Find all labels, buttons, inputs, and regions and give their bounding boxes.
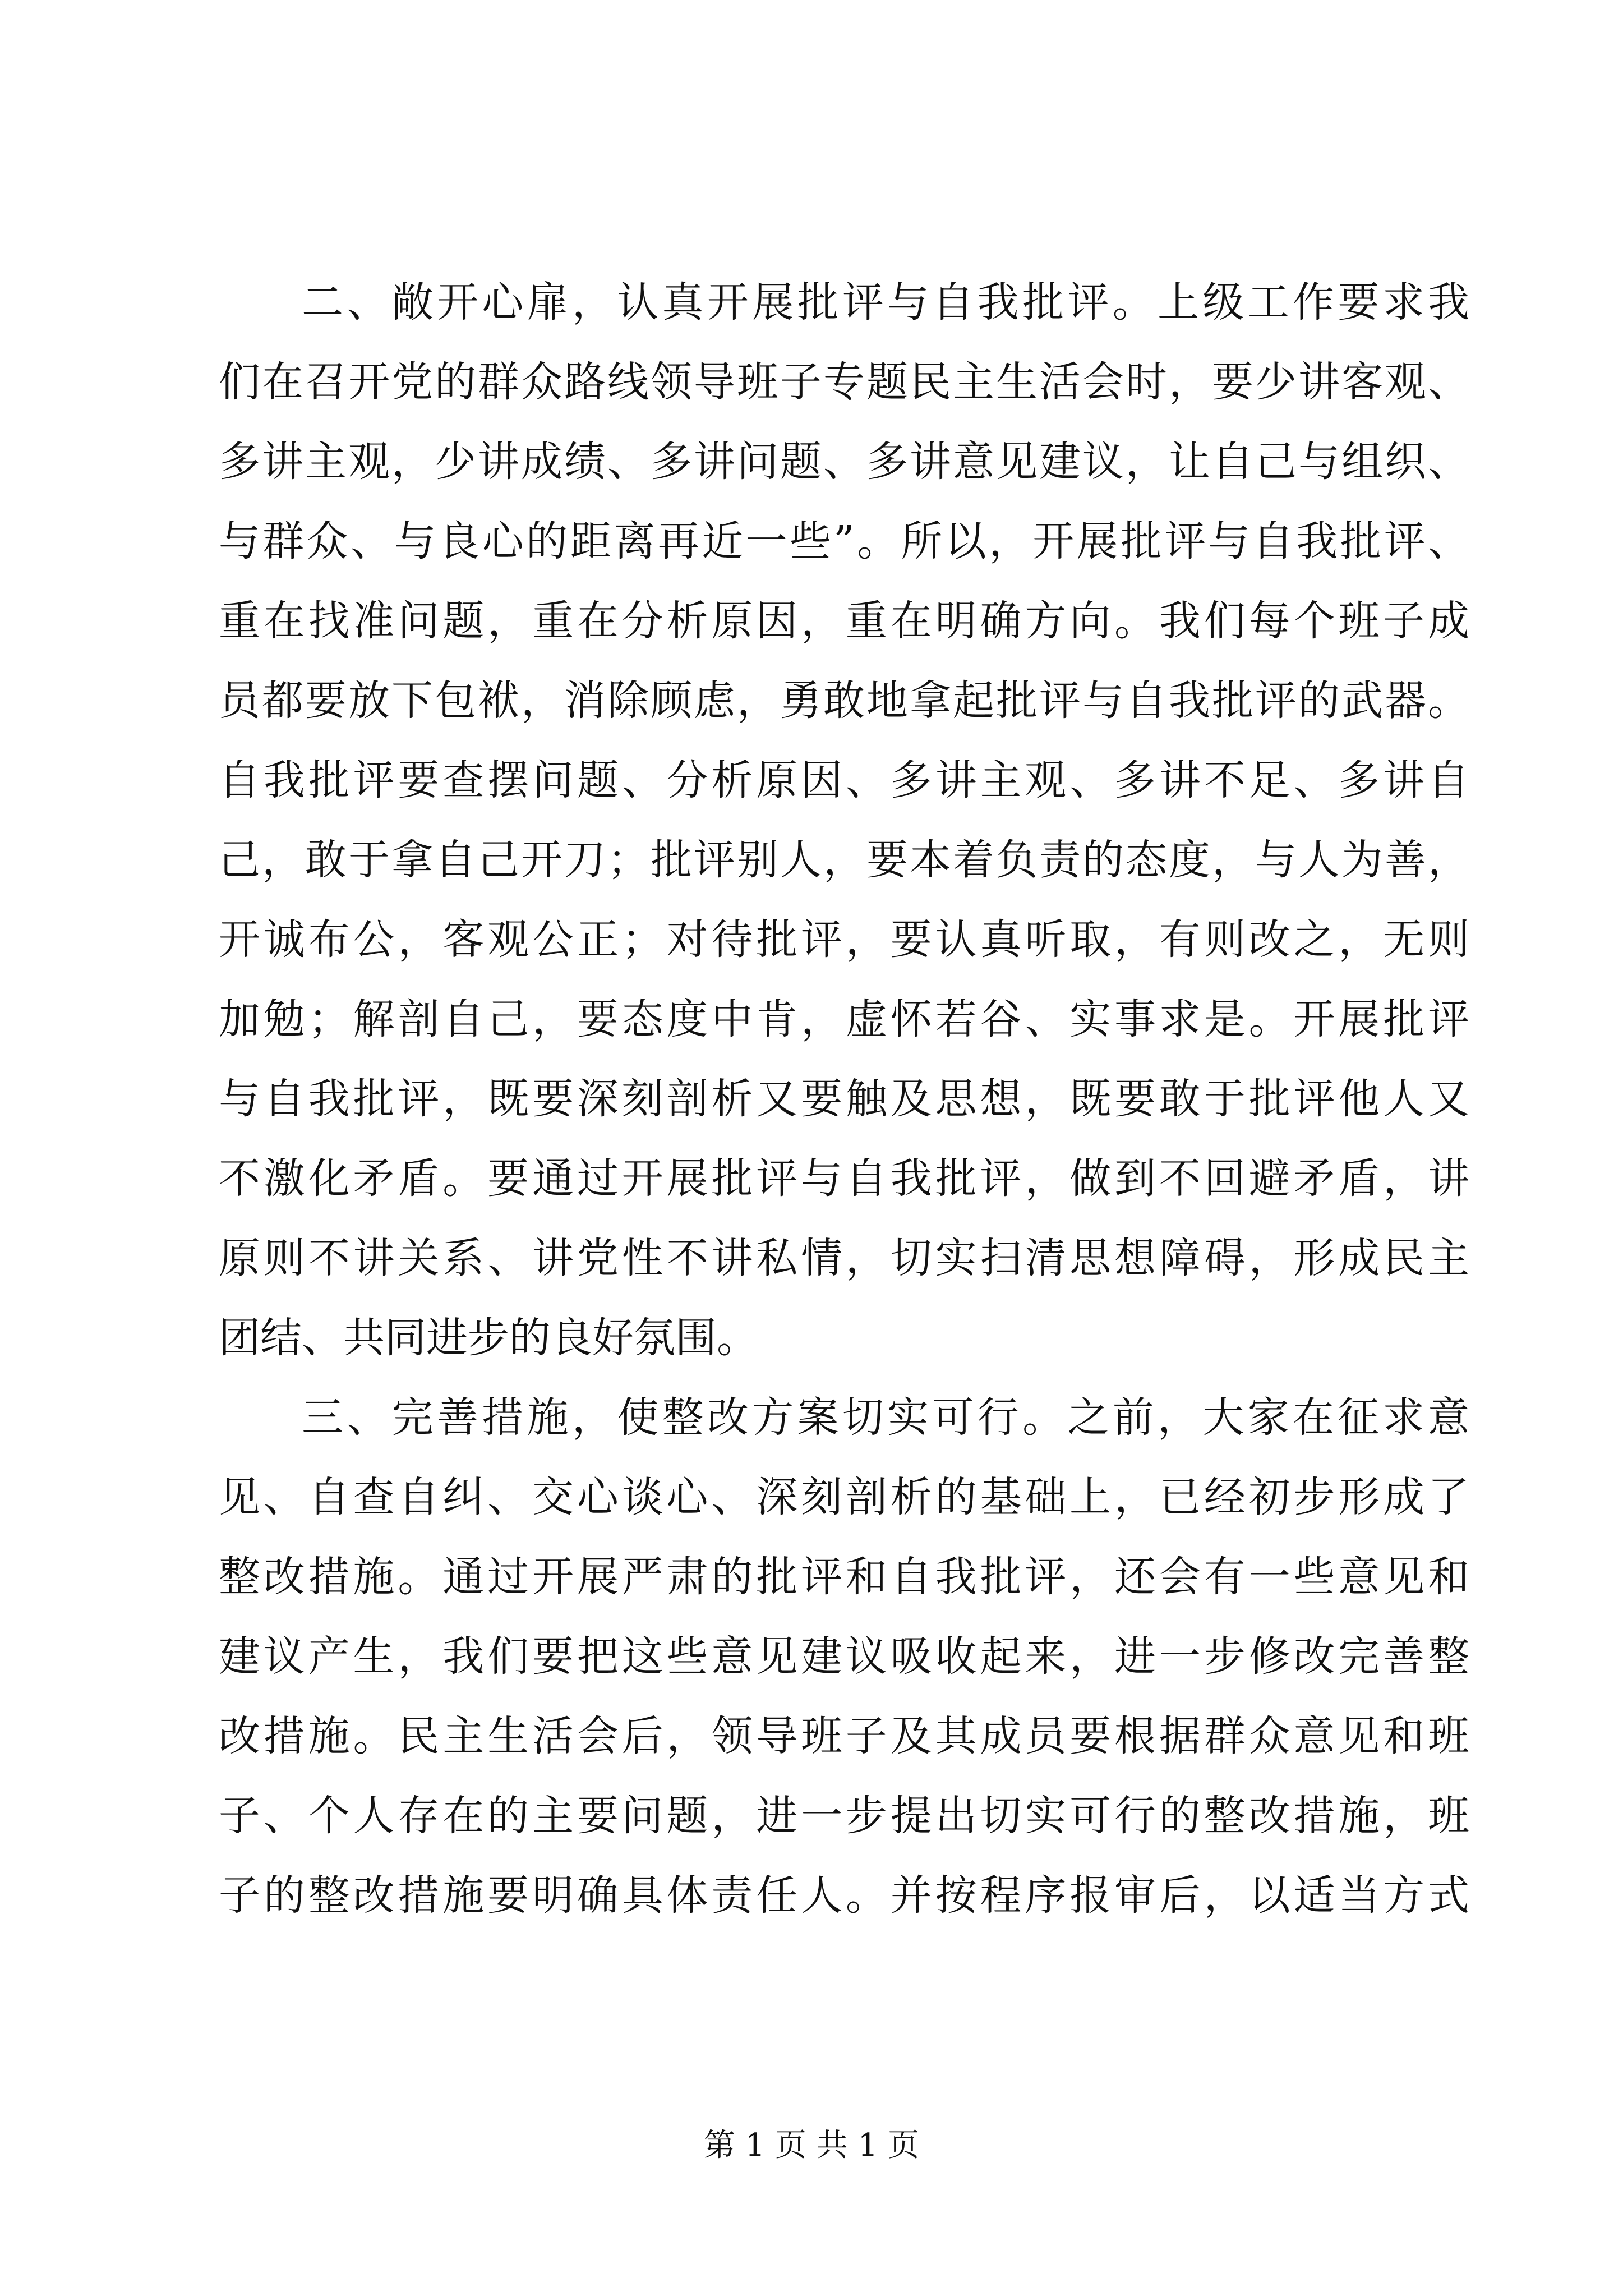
body-text bbox=[219, 263, 1469, 1935]
text-line: 加勉；解剖自己，要态度中肯，虚怀若谷、实事求是。开展批评 bbox=[219, 995, 1469, 1043]
text-line: 员都要放下包袱，消除顾虑，勇敢地拿起批评与自我批评的武器。 bbox=[219, 677, 1469, 725]
text-line: 与群众、与良心的距离再近一些”。所以，开展批评与自我批评、 bbox=[219, 517, 1469, 565]
text-line: 开诚布公，客观公正；对待批评，要认真听取，有则改之，无则 bbox=[219, 915, 1469, 964]
text-line: 见、自查自纠、交心谈心、深刻剖析的基础上，已经初步形成了 bbox=[219, 1473, 1469, 1521]
text-line: 与自我批评，既要深刻剖析又要触及思想，既要敢于批评他人又 bbox=[219, 1075, 1469, 1123]
text-line: 整改措施。通过开展严肃的批评和自我批评，还会有一些意见和 bbox=[219, 1553, 1469, 1601]
text-line: 三、完善措施，使整改方案切实可行。之前，大家在征求意 bbox=[302, 1393, 1469, 1442]
text-line: 团结、共同进步的良好氛围。 bbox=[219, 1314, 758, 1362]
text-line: 子的整改措施要明确具体责任人。并按程序报审后，以适当方式 bbox=[219, 1871, 1469, 1920]
text-line: 多讲主观，少讲成绩、多讲问题、多讲意见建议，让自己与组织、 bbox=[219, 438, 1469, 486]
page-footer: 第 1 页 共 1 页 bbox=[703, 2127, 920, 2164]
text-line: 己，敢于拿自己开刀；批评别人，要本着负责的态度，与人为善， bbox=[219, 836, 1469, 884]
text-line: 建议产生，我们要把这些意见建议吸收起来，进一步修改完善整 bbox=[219, 1632, 1469, 1681]
text-line: 改措施。民主生活会后，领导班子及其成员要根据群众意见和班 bbox=[219, 1712, 1469, 1760]
text-line: 原则不讲关系、讲党性不讲私情，切实扫清思想障碍，形成民主 bbox=[219, 1234, 1469, 1282]
text-line: 不激化矛盾。要通过开展批评与自我批评，做到不回避矛盾，讲 bbox=[219, 1154, 1469, 1203]
text-line: 自我批评要查摆问题、分析原因、多讲主观、多讲不足、多讲自 bbox=[219, 756, 1469, 804]
text-line: 重在找准问题，重在分析原因，重在明确方向。我们每个班子成 bbox=[219, 597, 1469, 645]
text-line: 子、个人存在的主要问题，进一步提出切实可行的整改措施，班 bbox=[219, 1792, 1469, 1840]
text-line: 们在召开党的群众路线领导班子专题民主生活会时，要少讲客观、 bbox=[219, 358, 1469, 406]
text-line: 二、敞开心扉，认真开展批评与自我批评。上级工作要求我 bbox=[302, 278, 1469, 326]
